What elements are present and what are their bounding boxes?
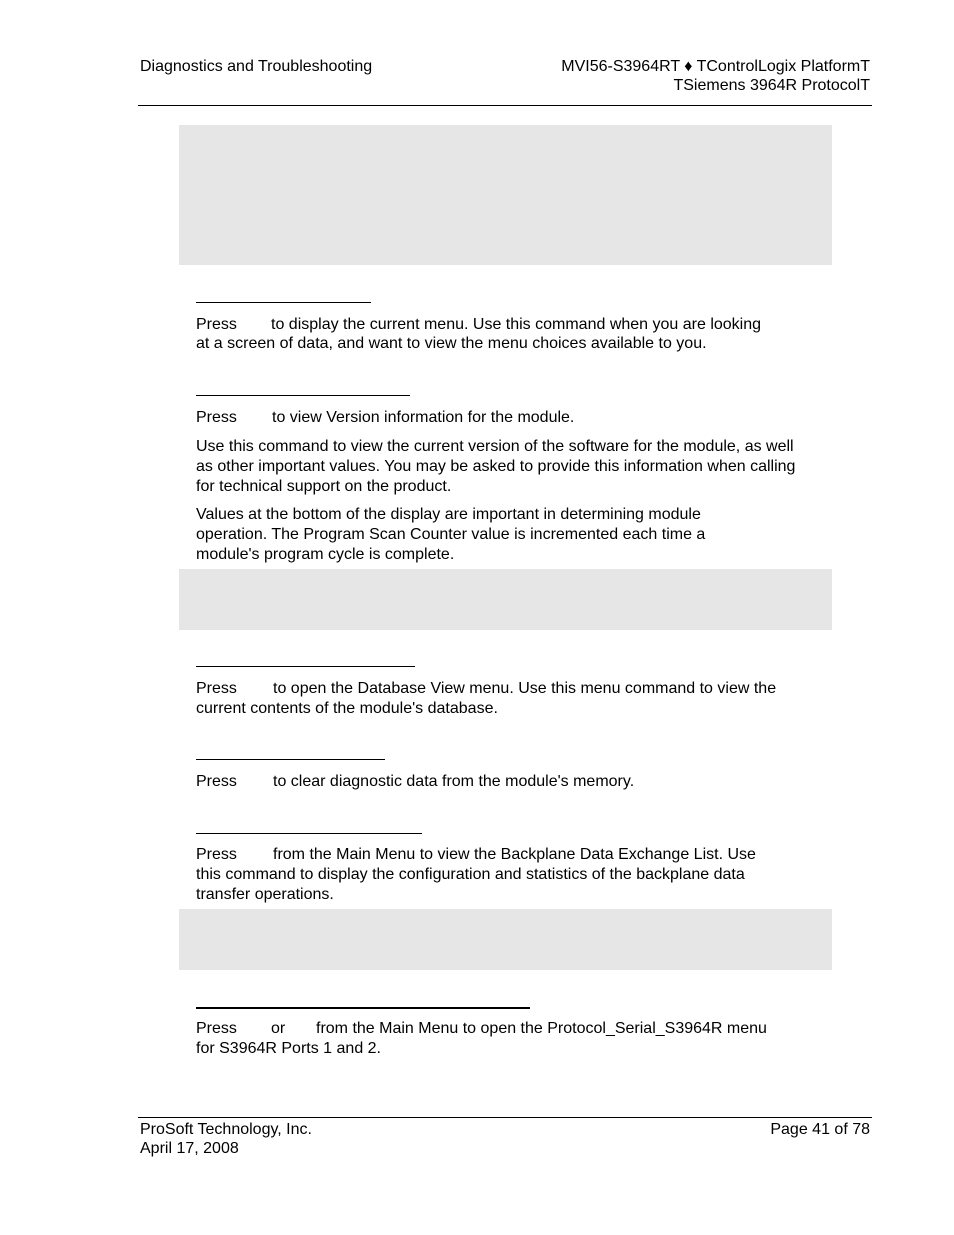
heading-underline-database xyxy=(196,666,415,667)
protocol-text-line1: from the Main Menu to open the Protocol_Serial_S3964R menu xyxy=(316,1020,767,1037)
heading-underline-version xyxy=(196,395,410,396)
header-section-title: Diagnostics and Troubleshooting xyxy=(140,58,373,75)
version-text-line1: to view Version information for the module. xyxy=(272,409,575,426)
database-text-line2: current contents of the module's database. xyxy=(196,700,498,717)
footer-page-number: Page 41 of 78 xyxy=(770,1121,870,1138)
heading-underline-clear xyxy=(196,759,385,760)
footer-rule xyxy=(138,1117,872,1118)
redisplay-text-line2: at a screen of data, and want to view the menu choices available to you. xyxy=(196,335,707,352)
version-paragraph-2: Values at the bottom of the display are important in determining module operation. The Program Scan Counter value is incremented each time a module's program cycle is complete. xyxy=(196,506,706,563)
heading-underline-redisplay xyxy=(196,302,371,303)
footer-company: ProSoft Technology, Inc. xyxy=(140,1121,312,1138)
redisplay-press: Press xyxy=(196,316,237,333)
version-paragraph-1: Use this command to view the current version of the software for the module, as well as other important values. You may be asked to provide this information when calling for technical support on the product. xyxy=(196,438,796,495)
version-press: Press xyxy=(196,409,237,426)
screenshot-placeholder-version xyxy=(179,569,832,630)
backplane-text-line3: transfer operations. xyxy=(196,886,334,903)
footer-date: April 17, 2008 xyxy=(140,1140,239,1157)
screenshot-placeholder-main-menu xyxy=(179,125,832,265)
protocol-press: Press xyxy=(196,1020,237,1037)
clear-press: Press xyxy=(196,773,237,790)
redisplay-text-line1: to display the current menu. Use this command when you are looking xyxy=(271,316,762,333)
backplane-text-line1: from the Main Menu to view the Backplane Data Exchange List. Use xyxy=(273,846,756,863)
screenshot-placeholder-backplane xyxy=(179,909,832,970)
header-protocol-title: TSiemens 3964R ProtocolT xyxy=(673,77,870,94)
database-text-line1: to open the Database View menu. Use this menu command to view the xyxy=(273,680,777,697)
header-product-title: MVI56-S3964RT ♦ TControlLogix PlatformT xyxy=(561,58,870,75)
heading-underline-backplane xyxy=(196,833,422,834)
backplane-text-line2: this command to display the configuration and statistics of the backplane data xyxy=(196,866,745,883)
clear-text-line1: to clear diagnostic data from the module's memory. xyxy=(273,773,635,790)
backplane-press: Press xyxy=(196,846,237,863)
database-press: Press xyxy=(196,680,237,697)
protocol-or: or xyxy=(271,1020,286,1037)
header-rule xyxy=(138,105,872,106)
heading-underline-protocol xyxy=(196,1007,530,1009)
protocol-text-line2: for S3964R Ports 1 and 2. xyxy=(196,1040,381,1057)
